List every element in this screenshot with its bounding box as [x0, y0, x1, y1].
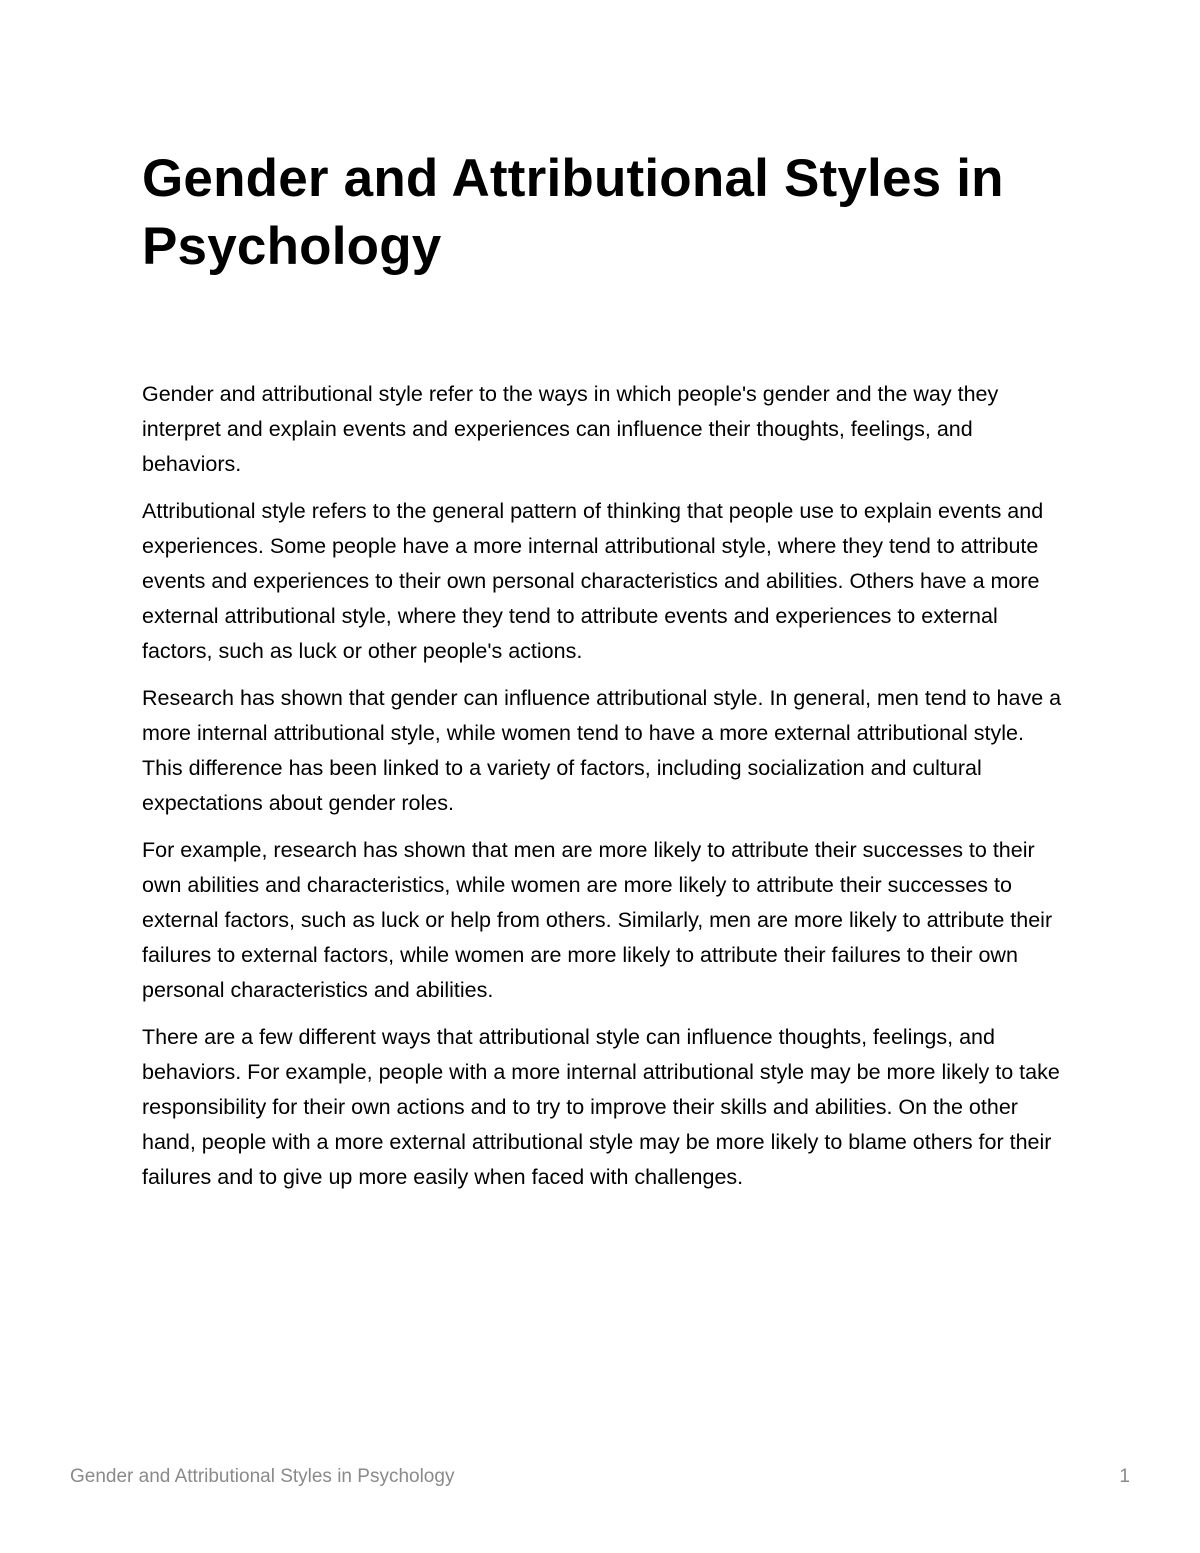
paragraph-2: Attributional style refers to the general pattern of thinking that people use to explain events and experiences. Some people have a more internal attributional style, where they tend to attribute events and experiences to their own personal characteristics and abilities. Others have a more external attributional style, where they tend to attribute events and experiences to external factors, such as luck or other people's actions.: [142, 499, 1044, 663]
paragraph-4: For example, research has shown that men are more likely to attribute their successes to their own abilities and characteristics, while women are more likely to attribute their successes to external factors, such as luck or help from others. Similarly, men are more likely to attribute their failures to external factors, while women are more likely to attribute their failures to their own personal characteristics and abilities.: [142, 838, 1053, 1002]
page-footer: [70, 1466, 1130, 1492]
footer-title: Gender and Attributional Styles in Psychology: [70, 1466, 455, 1487]
paragraph-3: Research has shown that gender can influence attributional style. In general, men tend to have a more internal attributional style, while women tend to have a more external attributional style. This difference has been linked to a variety of factors, including socialization and cultural expectations about gender roles.: [142, 686, 1062, 815]
paragraph-5: There are a few different ways that attributional style can influence thoughts, feelings, and behaviors. For example, people with a more internal attributional style may be more likely to take responsibility for their own actions and to try to improve their skills and abilities. On the other hand, people with a more external attributional style may be more likely to blame others for their failures and to give up more easily when faced with challenges.: [142, 1025, 1060, 1189]
paragraph-1: Gender and attributional style refer to the ways in which people's gender and the way they interpret and explain events and experiences can influence their thoughts, feelings, and behaviors.: [142, 382, 999, 476]
document-title: Gender and Attributional Styles in Psychology: [142, 149, 1004, 276]
page-number: 1: [1119, 1466, 1130, 1487]
document-body: [142, 377, 1062, 1195]
document-content: [142, 145, 1062, 1207]
